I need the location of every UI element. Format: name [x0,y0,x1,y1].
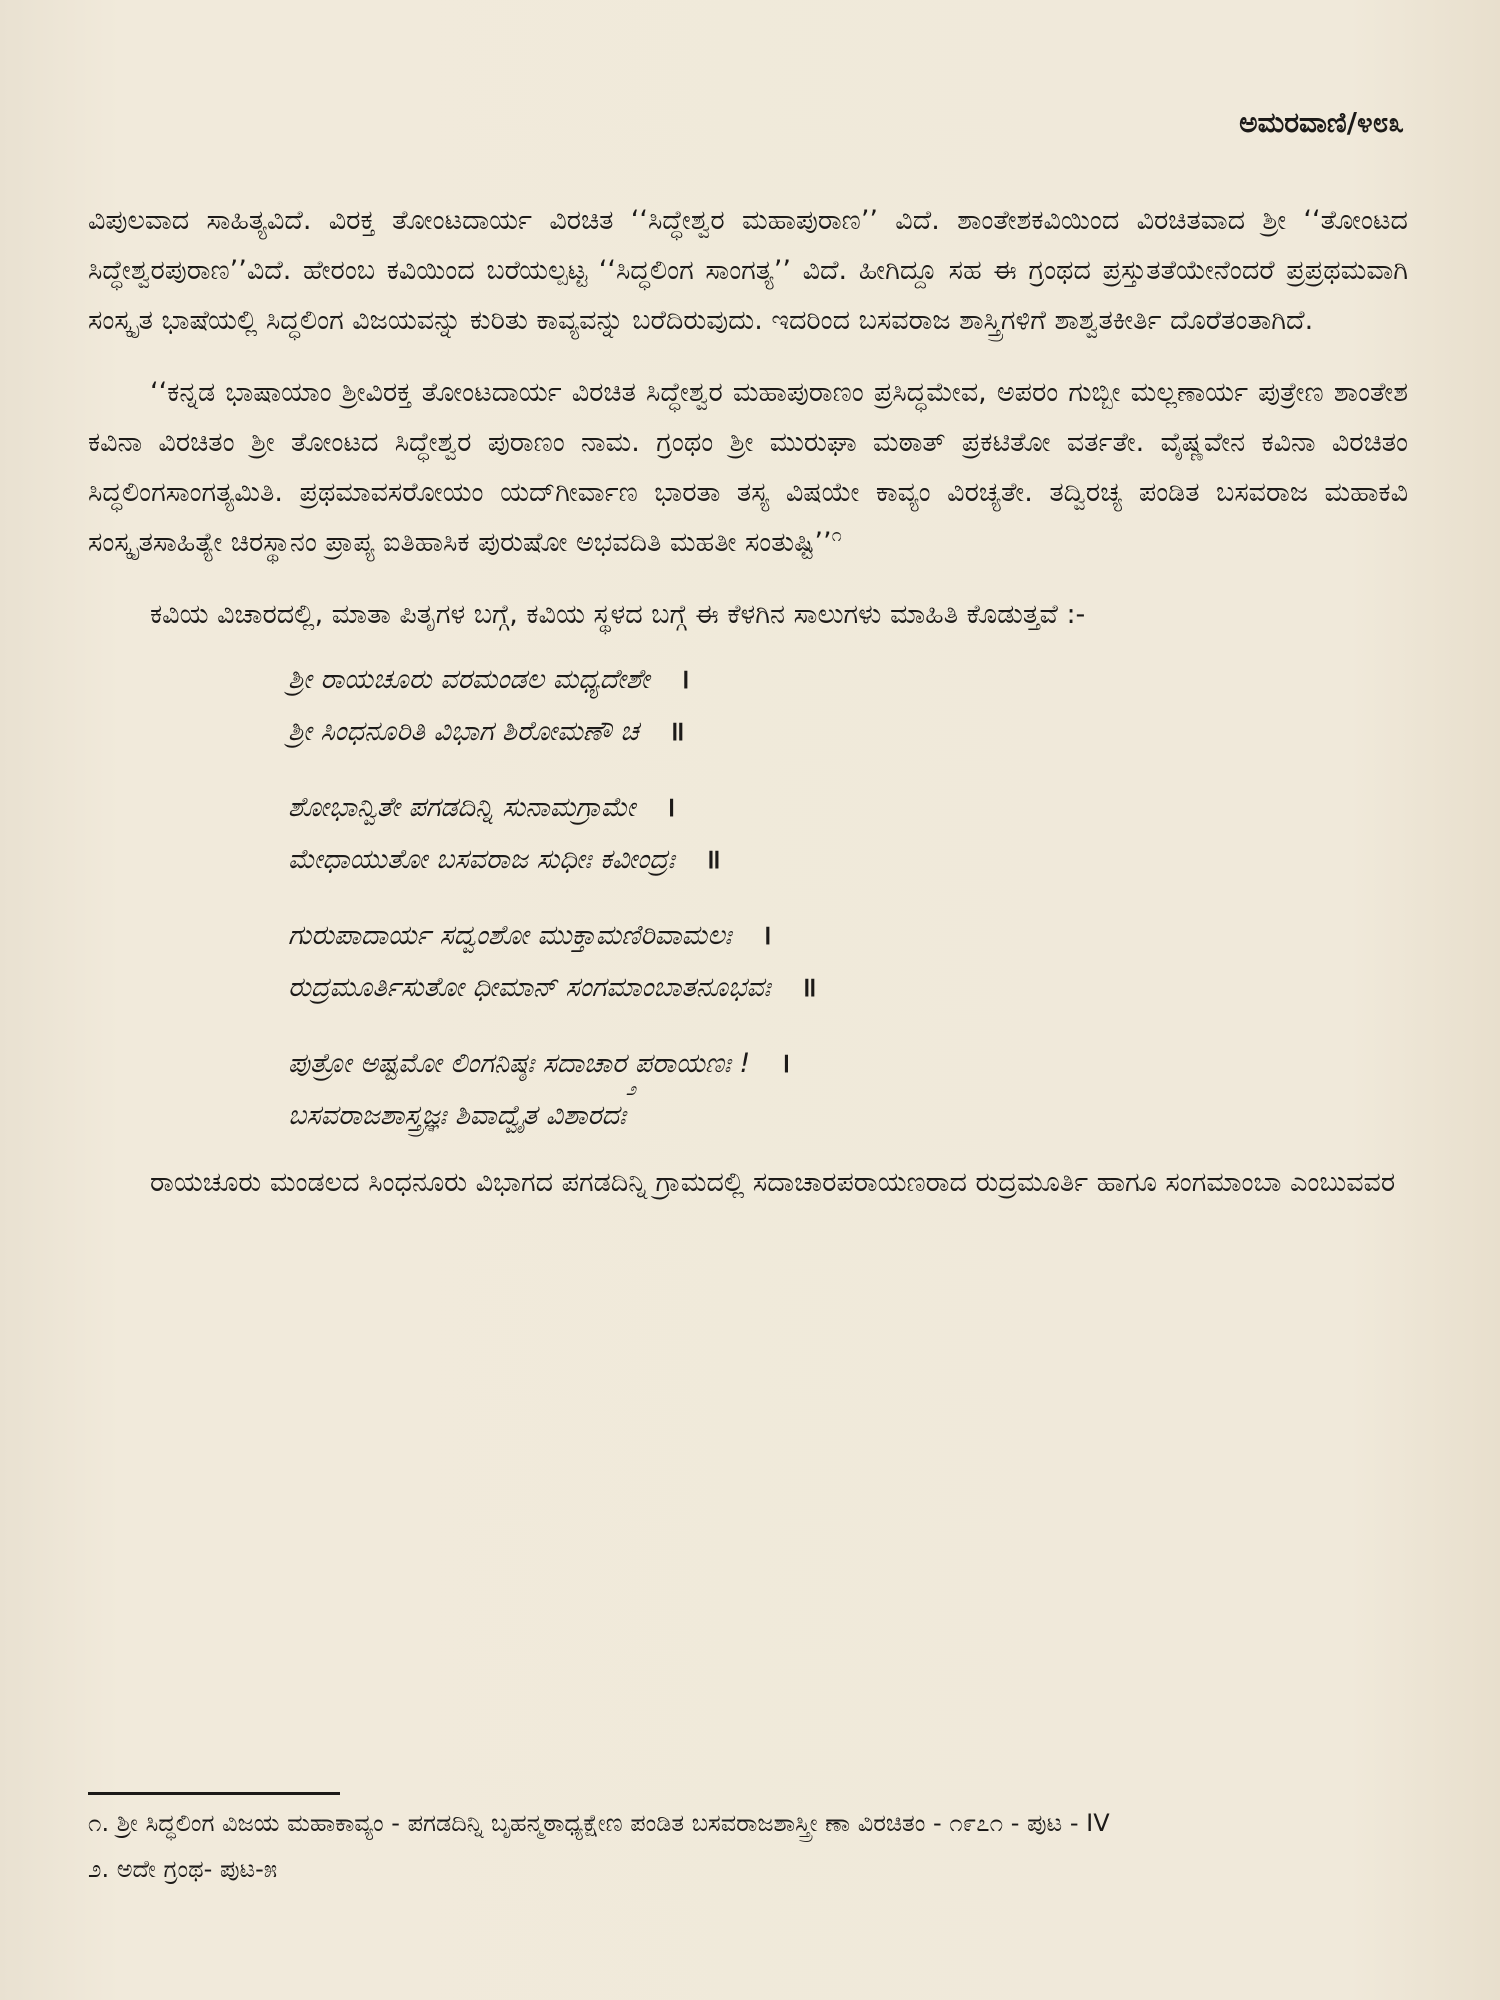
body-text [88,196,1408,1208]
danda-mark: । [665,792,676,823]
couplet-4 [288,1038,1408,1142]
paragraph-3: ಕವಿಯ ವಿಚಾರದಲ್ಲಿ, ಮಾತಾ ಪಿತೃಗಳ ಬಗ್ಗೆ, ಕವಿಯ ಸ್ಥಳದ ಬಗ್ಗೆ ಈ ಕೆಳಗಿನ ಸಾಲುಗಳು ಮಾಹಿತಿ ಕೊಡುತ್ತವೆ :- [150,599,1086,630]
double-danda-mark: ॥ [800,972,817,1003]
footnote-2: ೨. ಅದೇ ಗ್ರಂಥ- ಪುಟ-೫ [88,1855,278,1883]
double-danda-mark: ॥ [668,716,685,747]
couplet-1 [288,654,1408,758]
verse-line: ಪುತ್ರೋ ಅಷ್ಟಮೋ ಲಿಂಗನಿಷ್ಠಃ ಸದಾಚಾರ ಪರಾಯಣಃ ! [288,1048,751,1079]
double-danda-mark: ॥ [704,844,721,875]
verse-line: ಬಸವರಾಜಶಾಸ್ತ್ರಜ್ಞಃ ಶಿವಾದ್ವೈತ ವಿಶಾರದಃ [288,1100,626,1131]
verse-line: ಶೋಭಾನ್ವಿತೇ ಪಗಡದಿನ್ನಿ ಸುನಾಮಗ್ರಾಮೇ [288,792,636,823]
danda-mark: । [679,664,690,695]
verse-block [288,654,1408,1142]
paragraph-2-quote [88,368,1408,568]
paragraph-1: ವಿಪುಲವಾದ ಸಾಹಿತ್ಯವಿದೆ. ವಿರಕ್ತ ತೋಂಟದಾರ್ಯ ವಿರಚಿತ ‘‘ಸಿದ್ಧೇಶ್ವರ ಮಹಾಪುರಾಣ’’ ವಿದೆ. ಶಾಂತೇಶಕವಿಯಿಂದ ವಿರಚಿತವಾದ ಶ್ರೀ ‘‘ತೋಂಟದ ಸಿದ್ಧೇಶ್ವರಪುರಾಣ’’ವಿದೆ. ಹೇರಂಬ ಕವಿಯಿಂದ ಬರೆಯಲ್ಪಟ್ಟ ‘‘ಸಿದ್ಧಲಿಂಗ ಸಾಂಗತ್ಯ’’ ವಿದೆ. ಹೀಗಿದ್ದೂ ಸಹ ಈ ಗ್ರಂಥದ ಪ್ರಸ್ತುತತೆಯೇನೆಂದರೆ ಪ್ರಪ್ರಥಮವಾಗಿ ಸಂಸ್ಕೃತ ಭಾಷೆಯಲ್ಲಿ ಸಿದ್ಧಲಿಂಗ ವಿಜಯವನ್ನು ಕುರಿತು ಕಾವ್ಯವನ್ನು ಬರೆದಿರುವುದು. ಇದರಿಂದ ಬಸವರಾಜ ಶಾಸ್ತ್ರಿಗಳಿಗೆ ಶಾಶ್ವತಕೀರ್ತಿ ದೊರೆತಂತಾಗಿದೆ. [88,205,1408,336]
verse-line: ರುದ್ರಮೂರ್ತಿಸುತೋ ಧೀಮಾನ್ ಸಂಗಮಾಂಬಾತನೂಭವಃ [288,972,771,1003]
footnote-ref-1: ೧ [831,525,842,546]
footnote-ref-2: ೨ [625,1079,636,1100]
verse-line: ಶ್ರೀ ಸಿಂಧನೂರಿತಿ ವಿಭಾಗ ಶಿರೋಮಣೌ ಚ [288,716,639,747]
running-header: ಅಮರವಾಣಿ/೪೮೩ [1239,106,1404,139]
footnotes [88,1800,1408,1892]
danda-mark: । [761,920,772,951]
footnote-divider [88,1792,340,1795]
couplet-3 [288,910,1408,1014]
verse-line: ಮೇಧಾಯುತೋ ಬಸವರಾಜ ಸುಧೀಃ ಕವೀಂದ್ರಃ [288,844,675,875]
couplet-2 [288,782,1408,886]
verse-line: ಗುರುಪಾದಾರ್ಯ ಸದ್ವಂಶೋ ಮುಕ್ತಾಮಣಿರಿವಾಮಲಃ [288,920,732,951]
danda-mark: । [780,1048,791,1079]
verse-line: ಶ್ರೀ ರಾಯಚೂರು ವರಮಂಡಲ ಮಧ್ಯದೇಶೇ [288,664,650,695]
paragraph-4: ರಾಯಚೂರು ಮಂಡಲದ ಸಿಂಧನೂರು ವಿಭಾಗದ ಪಗಡದಿನ್ನಿ ಗ್ರಾಮದಲ್ಲಿ ಸದಾಚಾರಪರಾಯಣರಾದ ರುದ್ರಮೂರ್ತಿ ಹಾಗೂ ಸಂಗಮಾಂಬಾ ಎಂಬುವವರ [150,1167,1396,1198]
footnote-1: ೧. ಶ್ರೀ ಸಿದ್ಧಲಿಂಗ ವಿಜಯ ಮಹಾಕಾವ್ಯಂ - ಪಗಡದಿನ್ನಿ ಬೃಹನ್ಮಠಾಧ್ಯಕ್ಷೇಣ ಪಂಡಿತ ಬಸವರಾಜಶಾಸ್ತ್ರೀ ಣಾ ವಿರಚಿತಂ - ೧೯೭೧ - ಪುಟ - IV [88,1809,1110,1837]
quote-text: ‘‘ಕನ್ನಡ ಭಾಷಾಯಾಂ ಶ್ರೀವಿರಕ್ತ ತೋಂಟದಾರ್ಯ ವಿರಚಿತ ಸಿದ್ಧೇಶ್ವರ ಮಹಾಪುರಾಣಂ ಪ್ರಸಿದ್ಧಮೇವ, ಅಪರಂ ಗುಬ್ಬೀ ಮಲ್ಲಣಾರ್ಯ ಪುತ್ರೇಣ ಶಾಂತೇಶ ಕವಿನಾ ವಿರಚಿತಂ ಶ್ರೀ ತೋಂಟದ ಸಿದ್ಧೇಶ್ವರ ಪುರಾಣಂ ನಾಮ. ಗ್ರಂಥಂ ಶ್ರೀ ಮುರುಘಾ ಮಠಾತ್ ಪ್ರಕಟಿತೋ ವರ್ತತೇ. ವೈಷ್ಣವೇನ ಕವಿನಾ ವಿರಚಿತಂ ಸಿದ್ಧಲಿಂಗಸಾಂಗತ್ಯಮಿತಿ. ಪ್ರಥಮಾವಸರೋಯಂ ಯದ್‌ಗೀರ್ವಾಣ ಭಾರತಾ ತಸ್ಯ ವಿಷಯೇ ಕಾವ್ಯಂ ವಿರಚ್ಯತೇ. ತದ್ವಿರಚ್ಯ ಪಂಡಿತ ಬಸವರಾಜ ಮಹಾಕವಿ ಸಂಸ್ಕೃತಸಾಹಿತ್ಯೇ ಚಿರಸ್ಥಾನಂ ಪ್ರಾಪ್ಯ ಐತಿಹಾಸಿಕ ಪುರುಷೋ ಅಭವದಿತಿ ಮಹತೀ ಸಂತುಷ್ಟಿ’’ [88,377,1408,558]
